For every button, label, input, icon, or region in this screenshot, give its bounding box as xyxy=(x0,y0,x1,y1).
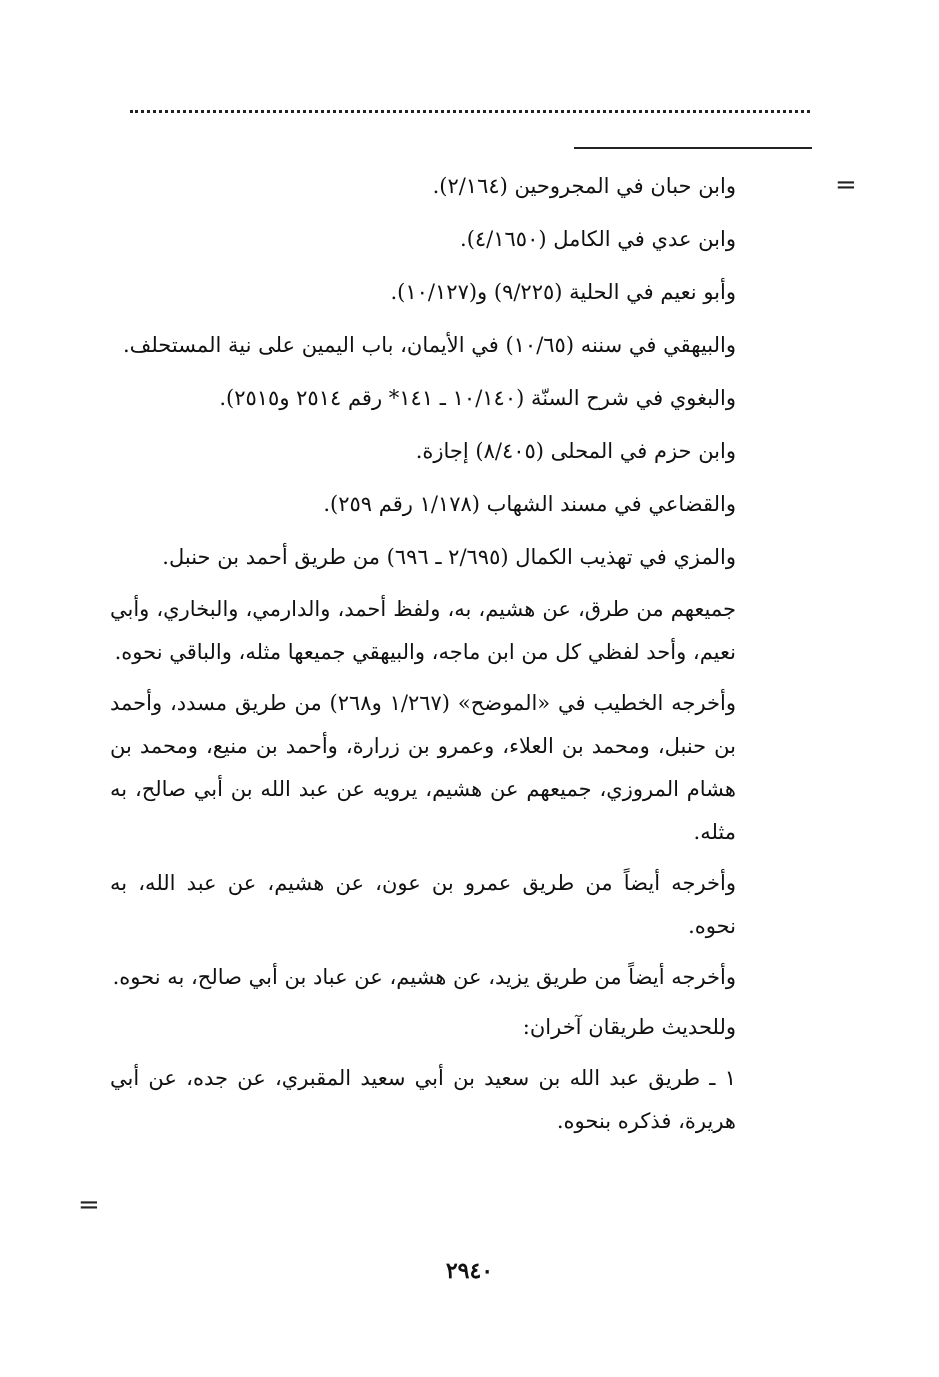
citation-line: وابن حبان في المجروحين (٢/١٦٤). xyxy=(432,174,736,198)
citation-line: والمزي في تهذيب الكمال (٢/٦٩٥ ـ ٦٩٦) من طريق أحمد بن حنبل. xyxy=(162,545,736,569)
citation-line: والقضاعي في مسند الشهاب (١/١٧٨ رقم ٢٥٩). xyxy=(323,492,736,516)
paragraph: وأخرجه أيضاً من طريق عمرو بن عون، عن هشيم، عن عبد الله، به نحوه. xyxy=(110,871,736,938)
citation-line: وابن عدي في الكامل (٤/١٦٥٠). xyxy=(460,227,736,251)
paragraph: جميعهم من طرق، عن هشيم، به، ولفظ أحمد، والدارمي، والبخاري، وأبي نعيم، وأحد لفظي كل من ابن ماجه، والبيهقي جميعها مثله، والباقي نحوه. xyxy=(110,597,736,664)
citation-line: والبيهقي في سننه (١٠/٦٥) في الأيمان، باب اليمين على نية المستحلف. xyxy=(122,333,736,357)
footnote-body xyxy=(110,160,736,1151)
citation-line: وأبو نعيم في الحلية (٩/٢٢٥) و(١٠/١٢٧). xyxy=(390,280,736,304)
page-number: ٢٩٤٠ xyxy=(445,1258,494,1284)
paragraph: وأخرجه الخطيب في «الموضح» (١/٢٦٧ و٢٦٨) من طريق مسدد، وأحمد بن حنبل، ومحمد بن العلاء، وعمرو بن زرارة، وأحمد بن منيع، ومحمد بن هشام المروزي، جميعهم عن هشيم، يرويه عن عبد الله بن أبي صالح، به مثله. xyxy=(110,691,736,844)
citation-line: والبغوي في شرح السنّة (١٠/١٤٠ ـ ١٤١* رقم ٢٥١٤ و٢٥١٥). xyxy=(219,386,736,410)
continuation-mark-top: = xyxy=(835,170,857,200)
paragraph: وأخرجه أيضاً من طريق يزيد، عن هشيم، عن عباد بن أبي صالح، به نحوه. xyxy=(112,965,736,989)
footnote-rule xyxy=(574,147,812,149)
other-routes-intro: وللحديث طريقان آخران: xyxy=(522,1015,736,1039)
route-item: ١ ـ طريق عبد الله بن سعيد بن أبي سعيد المقبري، عن جده، عن أبي هريرة، فذكره بنحوه. xyxy=(110,1066,736,1133)
dotted-separator xyxy=(130,110,810,113)
citation-line: وابن حزم في المحلى (٨/٤٠٥) إجازة. xyxy=(415,439,736,463)
continuation-mark-bottom: = xyxy=(78,1190,100,1220)
